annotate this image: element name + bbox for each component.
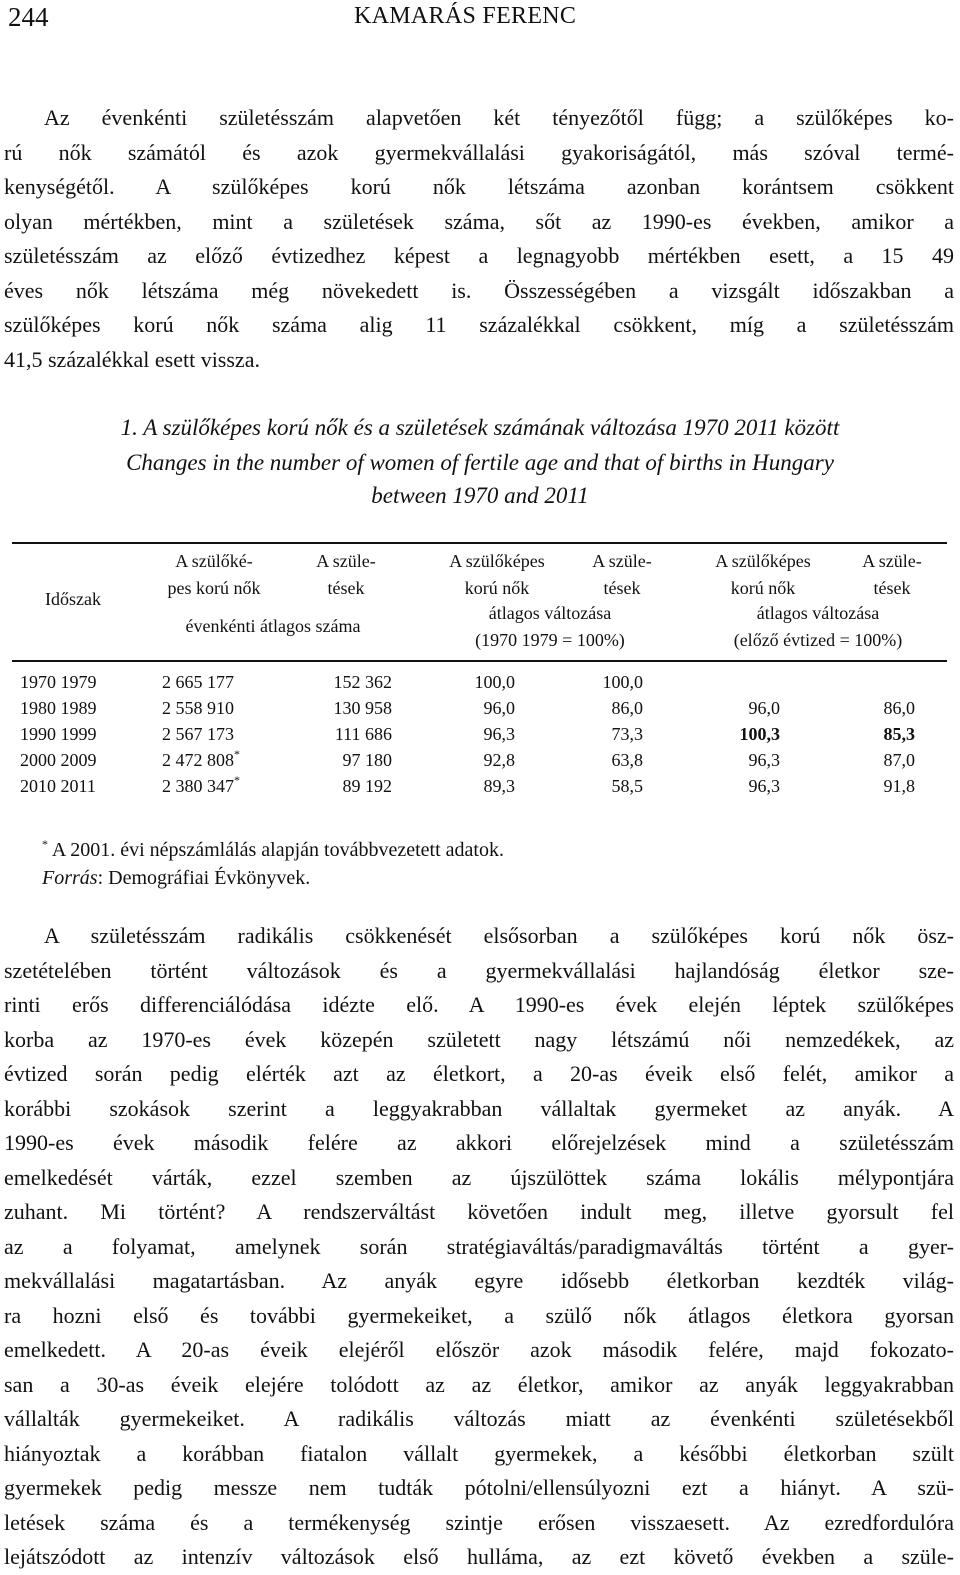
text-line: szülőképes korú nők száma alig 11 százalékkal csökkent, míg a születésszám bbox=[4, 312, 954, 337]
header-text: A szüle- bbox=[862, 551, 922, 571]
cell-index-women: 96,0 bbox=[483, 698, 515, 718]
text-line: A születésszám radikális csökkenését elsősorban a szülőképes korú nők ösz- bbox=[44, 923, 954, 948]
source-text: : Demográfiai Évkönyvek. bbox=[97, 867, 311, 889]
cell-births: 152 362 bbox=[333, 672, 392, 692]
text-line: hiányoztak a korábban fiatalon vállalt gyermekek, a későbbi életkorban szült bbox=[4, 1440, 954, 1466]
text-line: san a 30-as éveik elejére tolódott az az életkor, amikor az anyák leggyakrabban bbox=[4, 1371, 954, 1397]
header-text: átlagos változása bbox=[488, 603, 612, 623]
footnote-mark: * bbox=[234, 773, 240, 787]
header-prev-births bbox=[842, 548, 942, 602]
header-text: (előző évtized = 100%) bbox=[733, 630, 903, 650]
header-text: tések bbox=[327, 578, 365, 598]
header-change-base-prev bbox=[698, 600, 938, 654]
header-prev-women bbox=[688, 548, 838, 602]
text-line: szetételében történt változások és a gyermekvállalási hajlandóság életkor sze- bbox=[4, 957, 954, 983]
header-text: pes korú nők bbox=[167, 578, 261, 598]
cell-births: 111 686 bbox=[334, 724, 392, 744]
header-period: Időszak bbox=[45, 589, 101, 609]
text-line: lejátszódott az intenzív változások első hulláma, az ezt követő években a szüle- bbox=[4, 1544, 954, 1569]
cell-prev-women-highlight: 100,3 bbox=[739, 724, 780, 744]
text-line: 1990-es évek második felére az akkori előrejelzések mind a születésszám bbox=[4, 1130, 954, 1155]
table-top-rule bbox=[12, 542, 947, 544]
source-label: Forrás bbox=[42, 867, 98, 889]
cell-index-births: 73,3 bbox=[611, 724, 643, 744]
cell-index-births: 58,5 bbox=[611, 776, 643, 796]
header-text: tések bbox=[873, 578, 911, 598]
cell-index-women: 89,3 bbox=[483, 776, 515, 796]
text-line: olyan mértékben, mint a születések száma, sőt az 1990-es években, amikor a bbox=[4, 208, 954, 234]
text-line: éves nők létszáma még növekedett is. Összességében a vizsgált időszakban a bbox=[4, 277, 954, 303]
text-line: zuhant. Mi történt? A rendszerváltást követően indult meg, illetve gyorsult fel bbox=[4, 1199, 954, 1224]
footnote-mark: * bbox=[42, 837, 48, 851]
cell-index-births: 100,0 bbox=[602, 672, 643, 692]
table-header-rule bbox=[12, 660, 947, 662]
cell-value: 2 472 808 bbox=[162, 750, 234, 770]
footnote-mark: * bbox=[234, 747, 240, 761]
table-caption-en: Changes in the number of women of fertile age and that of births in Hungary bbox=[126, 450, 834, 475]
text-line: korábbi szokások szerint a leggyakrabban vállaltak gyermeket az anyák. A bbox=[4, 1095, 954, 1121]
cell-women bbox=[162, 774, 240, 799]
cell-births: 97 180 bbox=[342, 750, 392, 770]
text-line: rinti erős differenciálódása idézte elő. A 1990-es évek elején léptek szülőképes bbox=[4, 992, 954, 1017]
cell-period: 2010 2011 bbox=[20, 776, 96, 796]
text-line: évtized során pedig elérték azt az életkort, a 20-as éveik első felét, amikor a bbox=[4, 1061, 954, 1086]
cell-index-births: 63,8 bbox=[611, 750, 643, 770]
header-text: A szüle- bbox=[592, 551, 652, 571]
cell-women bbox=[162, 722, 234, 747]
cell-period: 1980 1989 bbox=[20, 698, 97, 718]
text-line: korba az 1970-es évek közepén született nagy létszámú női nemzedékek, az bbox=[4, 1026, 954, 1052]
table-source bbox=[42, 864, 310, 892]
paragraph-analysis bbox=[4, 919, 954, 1575]
text-line: letések száma és a termékenység szintje erősen visszaesett. Az ezredfordulóra bbox=[4, 1509, 954, 1535]
text-line: mekvállalási magatartásban. Az anyák egyre idősebb életkorban kezdték világ- bbox=[4, 1268, 954, 1293]
text-line: születésszám az előző évtizedhez képest a legnagyobb mértékben esett, a 15 49 bbox=[4, 243, 954, 268]
header-text: átlagos változása bbox=[756, 603, 880, 623]
table-caption-hu: 1. A szülőképes korú nők és a születések számának változása 1970 2011 között bbox=[120, 415, 840, 440]
text-line: rú nők számától és azok gyermekvállalási gyakoriságától, más szóval termé- bbox=[4, 139, 954, 165]
header-text: korú nők bbox=[730, 578, 796, 598]
running-head: KAMARÁS FERENC bbox=[354, 3, 577, 29]
text-line: ra hozni első és további gyermekeiket, a szülő nők átlagos életkora gyorsan bbox=[4, 1302, 954, 1328]
header-text: tések bbox=[603, 578, 641, 598]
paragraph-intro bbox=[4, 101, 954, 377]
cell-index-women: 96,3 bbox=[483, 724, 515, 744]
table-caption-en-cont: between 1970 and 2011 bbox=[371, 483, 589, 508]
cell-prev-births: 87,0 bbox=[883, 750, 915, 770]
cell-births: 89 192 bbox=[342, 776, 392, 796]
cell-prev-births: 86,0 bbox=[883, 698, 915, 718]
cell-value: 2 567 173 bbox=[162, 724, 234, 744]
cell-index-women: 100,0 bbox=[474, 672, 515, 692]
cell-value: 2 558 910 bbox=[162, 698, 234, 718]
text-line: gyermekek pedig messze nem tudták pótolni/ellensúlyozni ezt a hiányt. A szü- bbox=[4, 1475, 954, 1500]
cell-period: 1970 1979 bbox=[20, 672, 97, 692]
cell-women bbox=[162, 696, 234, 721]
header-text: A szülőké- bbox=[175, 551, 253, 571]
text-line: 41,5 százalékkal esett vissza. bbox=[4, 346, 260, 372]
header-text: A szüle- bbox=[316, 551, 376, 571]
text-line: kenységétől. A szülőképes korú nők létszáma azonban korántsem csökkent bbox=[4, 174, 954, 199]
text-line: Az évenkénti születésszám alapvetően két tényezőtől függ; a szülőképes ko- bbox=[44, 105, 954, 130]
cell-prev-births: 91,8 bbox=[883, 776, 915, 796]
footnote-text: A 2001. évi népszámlálás alapján továbbvezetett adatok. bbox=[51, 839, 504, 861]
cell-index-births: 86,0 bbox=[611, 698, 643, 718]
cell-prev-births-highlight: 85,3 bbox=[883, 724, 915, 744]
cell-period: 2000 2009 bbox=[20, 750, 97, 770]
table-footnote bbox=[42, 836, 504, 864]
text-line: vállalták gyermekeiket. A radikális változás miatt az évenkénti születésekből bbox=[4, 1406, 954, 1431]
text-line: emelkedett. A 20-as éveik elejéről először azok második felére, majd fokozato- bbox=[4, 1337, 954, 1362]
cell-value: 2 380 347 bbox=[162, 776, 234, 796]
page-number: 244 bbox=[8, 2, 49, 32]
cell-women bbox=[162, 670, 234, 695]
text-line: emelkedését várták, ezzel szemben az újszülöttek száma lokális mélypontjára bbox=[4, 1164, 954, 1190]
header-text: (1970 1979 = 100%) bbox=[475, 630, 625, 650]
cell-prev-women: 96,3 bbox=[748, 750, 780, 770]
header-text: A szülőképes bbox=[715, 551, 811, 571]
header-index-births bbox=[572, 548, 672, 602]
cell-index-women: 92,8 bbox=[483, 750, 515, 770]
cell-prev-women: 96,3 bbox=[748, 776, 780, 796]
header-annual-average: évenkénti átlagos száma bbox=[185, 616, 361, 636]
cell-period: 1990 1999 bbox=[20, 724, 97, 744]
text-line: az a folyamat, amelynek során stratégiaváltás/paradigmaváltás történt a gyer- bbox=[4, 1233, 954, 1259]
cell-value: 2 665 177 bbox=[162, 672, 234, 692]
header-women-count bbox=[148, 548, 280, 602]
header-text: A szülőképes bbox=[449, 551, 545, 571]
cell-births: 130 958 bbox=[333, 698, 392, 718]
cell-prev-women: 96,0 bbox=[748, 698, 780, 718]
cell-women bbox=[162, 748, 240, 773]
header-index-women bbox=[422, 548, 572, 602]
header-change-base-1970 bbox=[430, 600, 670, 654]
header-text: korú nők bbox=[464, 578, 530, 598]
header-births-count bbox=[296, 548, 396, 602]
